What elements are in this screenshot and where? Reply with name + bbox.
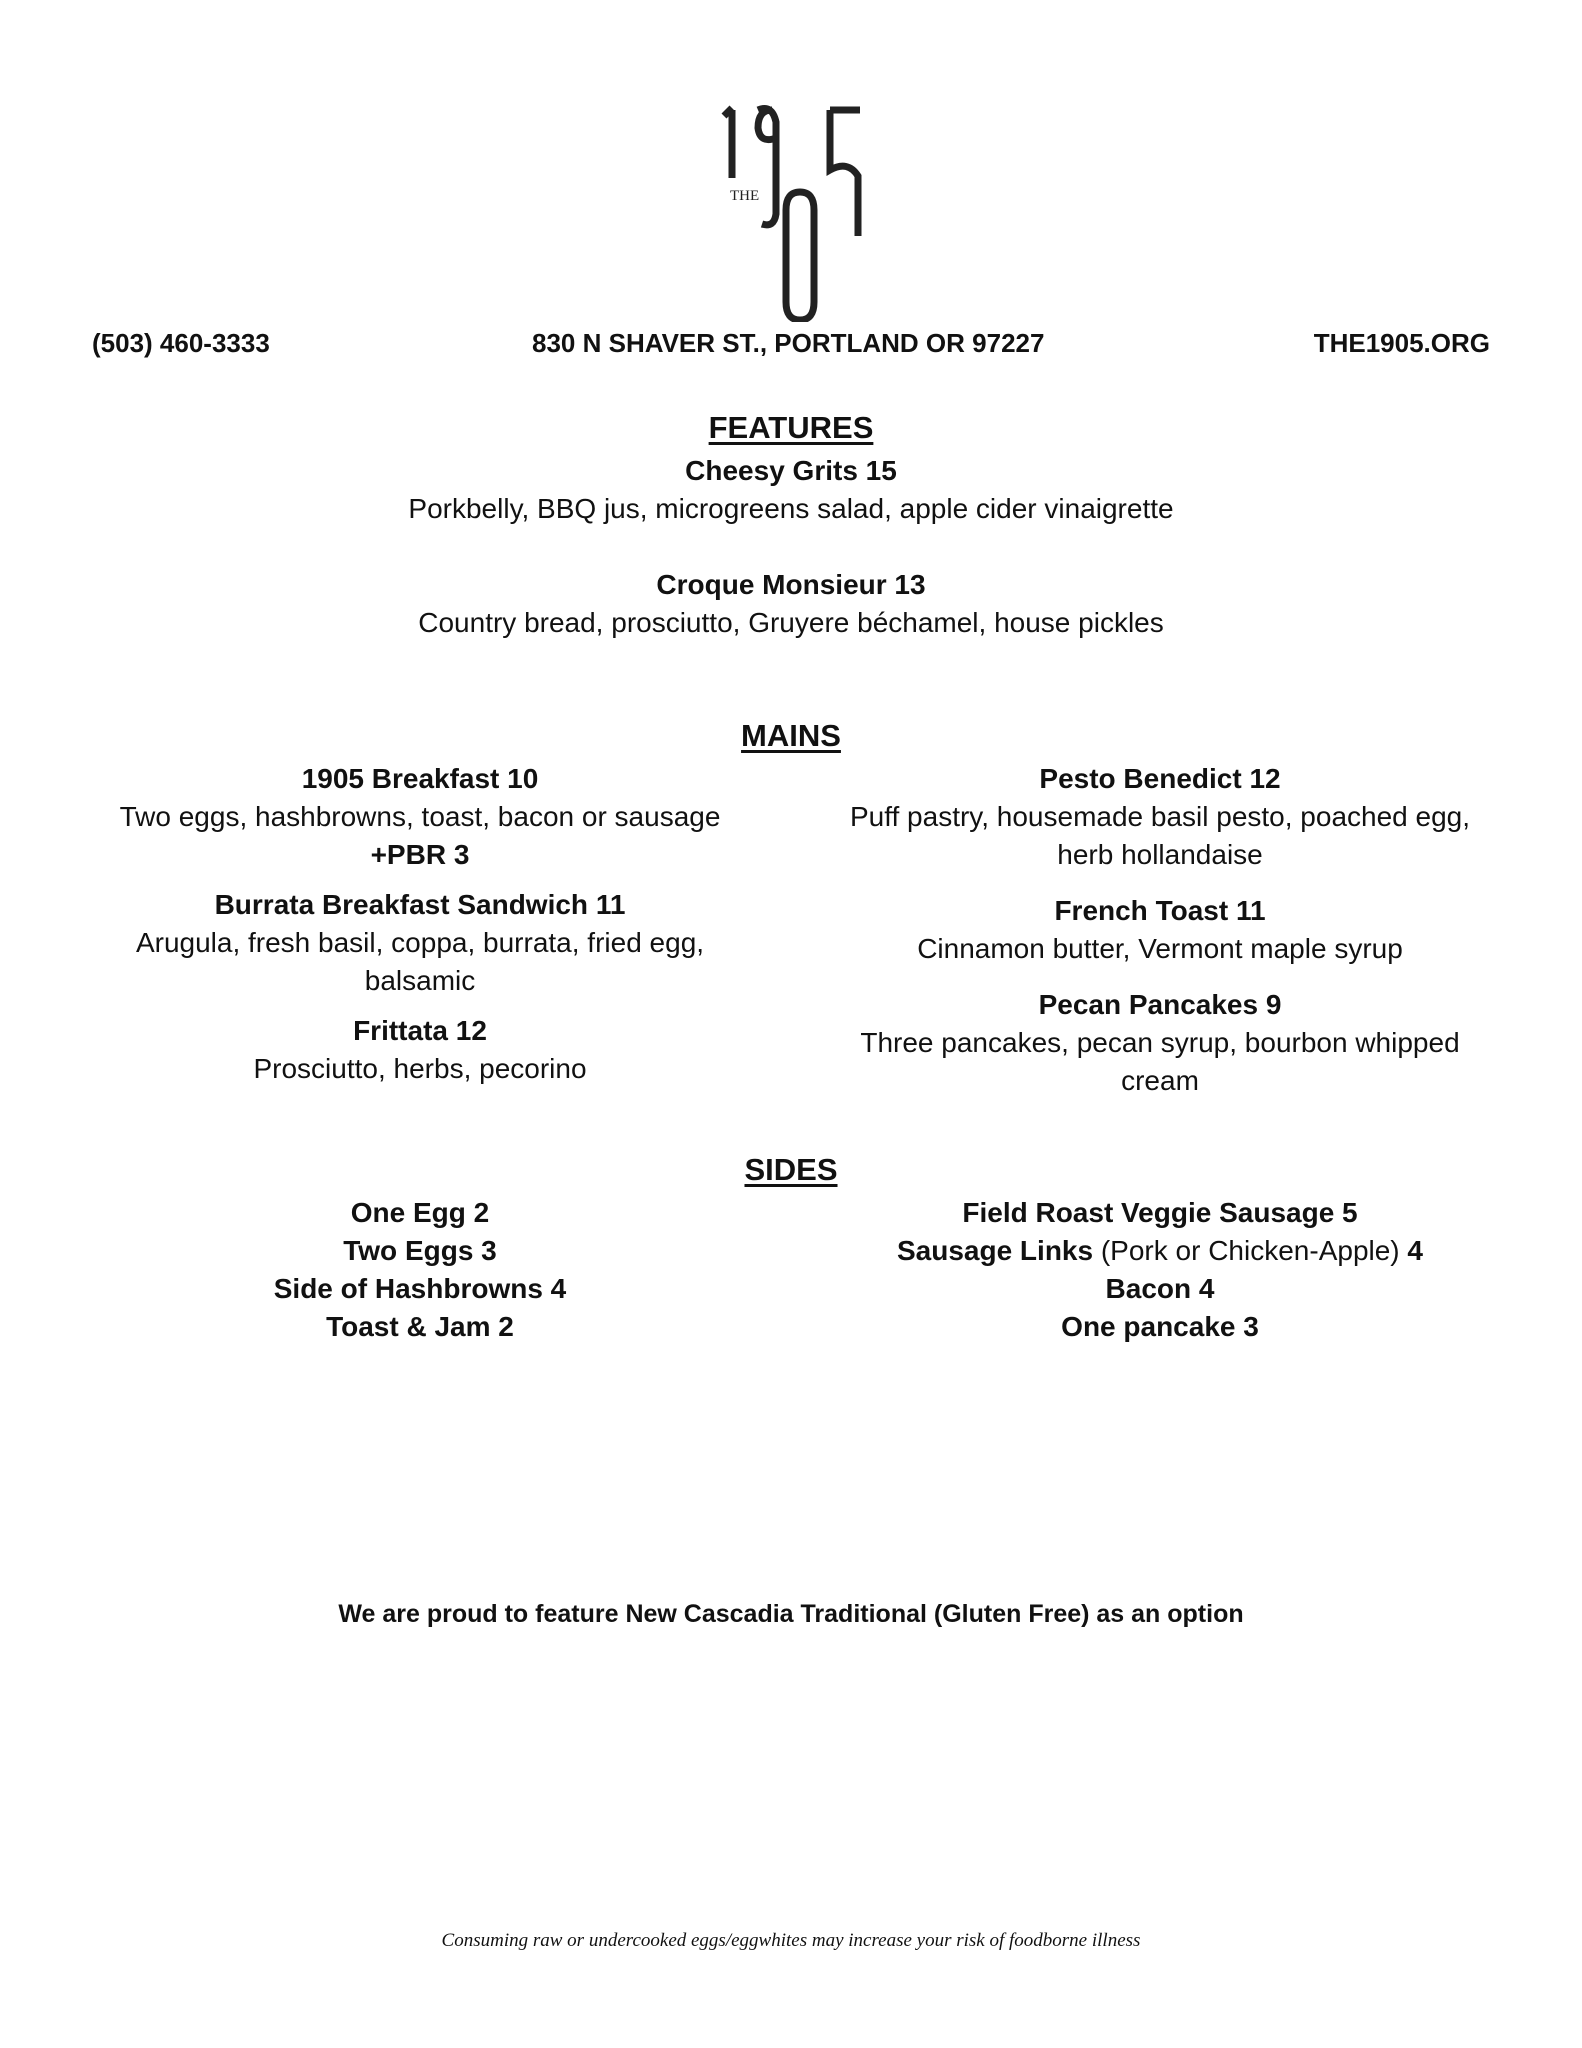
main-desc: Two eggs, hashbrowns, toast, bacon or sausage	[119, 801, 721, 832]
side-item-name: Sausage Links	[896, 1235, 1094, 1266]
main-item	[80, 886, 760, 1000]
phone-number: (503) 460-3333	[92, 328, 270, 358]
side-item-sausage-links	[820, 1232, 1500, 1270]
main-name: Burrata Breakfast Sandwich 11	[214, 889, 626, 920]
feature-desc: Porkbelly, BBQ jus, microgreens salad, apple cider vinaigrette	[408, 493, 1174, 524]
feature-desc: Country bread, prosciutto, Gruyere béchamel, house pickles	[418, 607, 1164, 638]
main-item	[820, 892, 1500, 968]
side-item: Field Roast Veggie Sausage 5	[962, 1197, 1358, 1228]
website: THE1905.ORG	[1313, 328, 1490, 358]
main-name: Pecan Pancakes 9	[1038, 989, 1282, 1020]
side-item: One Egg 2	[350, 1197, 490, 1228]
side-item: Bacon 4	[1105, 1273, 1215, 1304]
main-name: Pesto Benedict 12	[1039, 763, 1281, 794]
main-item	[820, 986, 1500, 1100]
side-item: Toast & Jam 2	[326, 1311, 514, 1342]
main-item	[820, 760, 1500, 874]
side-item: One pancake 3	[1061, 1311, 1259, 1342]
food-safety-disclaimer: Consuming raw or undercooked eggs/eggwhites may increase your risk of foodborne illness	[441, 1930, 1141, 1951]
svg-text:THE: THE	[730, 188, 760, 204]
sides-right-list	[820, 1194, 1500, 1346]
main-name: 1905 Breakfast 10	[301, 763, 539, 794]
address: 830 N SHAVER ST., PORTLAND OR 97227	[532, 328, 1045, 358]
feature-item	[0, 452, 1582, 528]
feature-name: Cheesy Grits 15	[685, 455, 897, 486]
features-title: FEATURES	[708, 410, 874, 445]
feature-item	[0, 566, 1582, 642]
main-desc: Arugula, fresh basil, coppa, burrata, fried egg, balsamic	[135, 927, 705, 996]
feature-name: Croque Monsieur 13	[656, 569, 926, 600]
restaurant-logo	[720, 100, 865, 322]
side-item-price: 4	[1407, 1235, 1423, 1266]
main-desc: Cinnamon butter, Vermont maple syrup	[917, 933, 1403, 964]
mains-title: MAINS	[741, 718, 841, 753]
main-desc: Puff pastry, housemade basil pesto, poached egg, herb hollandaise	[849, 801, 1471, 870]
side-item: Side of Hashbrowns 4	[273, 1273, 567, 1304]
gluten-free-note: We are proud to feature New Cascadia Traditional (Gluten Free) as an option	[338, 1600, 1244, 1628]
main-extra: +PBR 3	[370, 839, 470, 870]
main-name: Frittata 12	[353, 1015, 487, 1046]
contact-row	[92, 328, 1490, 368]
sides-left-list	[80, 1194, 760, 1346]
main-desc: Three pancakes, pecan syrup, bourbon whipped cream	[860, 1027, 1460, 1096]
main-item	[80, 1012, 760, 1088]
main-name: French Toast 11	[1054, 895, 1266, 926]
side-item-detail: (Pork or Chicken-Apple)	[1100, 1235, 1400, 1266]
sides-title: SIDES	[744, 1152, 838, 1187]
main-desc: Prosciutto, herbs, pecorino	[253, 1053, 587, 1084]
side-item: Two Eggs 3	[343, 1235, 497, 1266]
main-item	[80, 760, 760, 874]
